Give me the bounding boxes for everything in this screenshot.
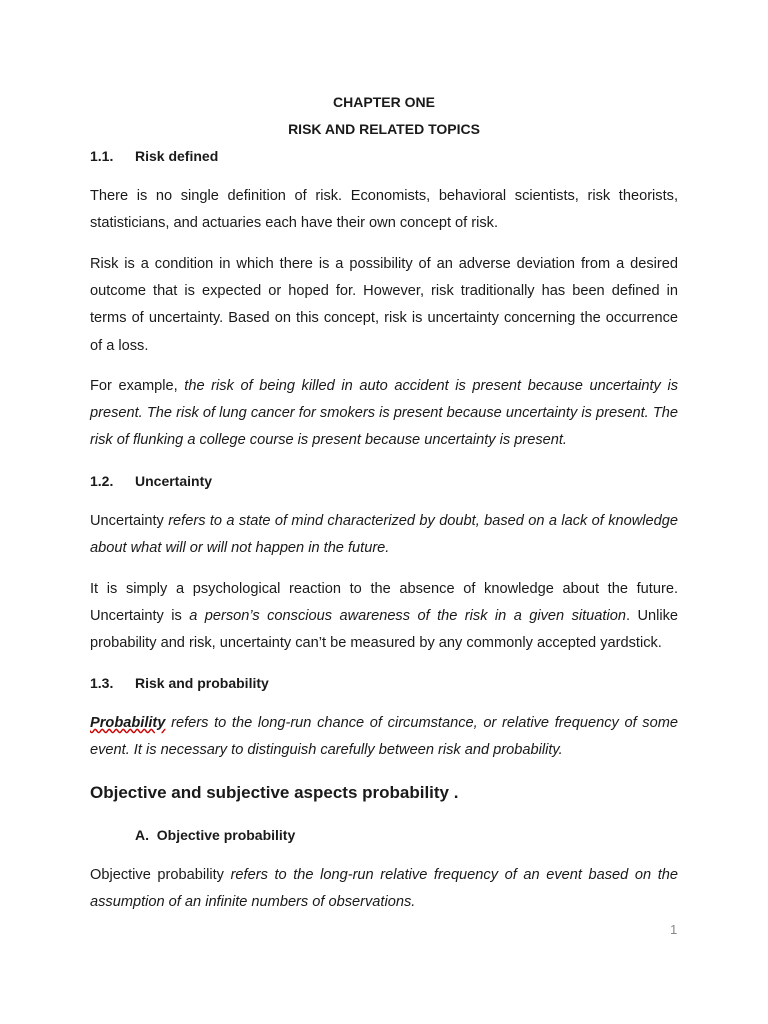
probability-italic-text: refers to the long-run chance of circumstance, or relative frequency of some event. It is necessary to distinguish carefully between risk and probability. — [90, 715, 678, 759]
psychology-text-1: It is simply a psychological reaction to the absence of knowledge about the future. Uncertainty is — [90, 581, 678, 625]
heading-objective-subjective: Objective and subjective aspects probability . — [90, 783, 459, 802]
section-number: 1.3. — [90, 675, 114, 691]
subheading-objective-probability — [135, 827, 723, 843]
paragraph-uncertainty-psychology — [90, 576, 678, 658]
section-title: Risk and probability — [135, 675, 269, 691]
probability-term: Probability — [90, 715, 166, 731]
section-heading-1-1 — [90, 148, 678, 164]
chapter-subtitle: RISK AND RELATED TOPICS — [288, 121, 480, 137]
chapter-title: CHAPTER ONE — [333, 94, 435, 110]
uncertainty-italic-text: refers to a state of mind characterized by doubt, based on a lack of knowledge about what will or will not happen in the future. — [90, 513, 678, 557]
subheading-letter: A. — [135, 827, 149, 843]
paragraph-uncertainty-definition — [90, 508, 678, 562]
example-lead-text: For example, — [90, 378, 185, 394]
objective-lead-text: Objective probability — [90, 867, 231, 883]
section-number: 1.2. — [90, 473, 114, 489]
section-title: Uncertainty — [135, 473, 213, 489]
subheading-title: Objective probability — [156, 827, 296, 843]
objective-italic-text: refers to the long-run relative frequency of an event based on the assumption of an infinite numbers of observations. — [90, 867, 678, 911]
paragraph-objective-probability — [90, 862, 678, 916]
paragraph-risk-definition: There is no single definition of risk. Economists, behavioral scientists, risk theorists, statisticians, and actuaries each have their own concept of risk. — [90, 188, 678, 232]
paragraph-risk-condition: Risk is a condition in which there is a possibility of an adverse deviation from a desired outcome that is expected or hoped for. However, risk traditionally has been defined in terms of uncertainty. Based on this concept, risk is uncertainty concerning the occurrence of a loss. — [90, 256, 678, 354]
section-title: Risk defined — [135, 148, 219, 164]
example-italic-text: the risk of being killed in auto accident is present because uncertainty is present. The risk of lung cancer for smokers is present because uncertainty is present. The risk of flunking a college course is present because uncertainty is present. — [90, 378, 678, 449]
uncertainty-lead-text: Uncertainty — [90, 513, 169, 529]
section-heading-1-3 — [90, 675, 678, 691]
paragraph-probability — [90, 710, 678, 764]
psychology-text-2: . Unlike probability and risk, uncertainty can’t be measured by any commonly accepted yardstick. — [90, 608, 678, 652]
section-heading-1-2 — [90, 473, 678, 489]
psychology-italic-text: a person’s conscious awareness of the risk in a given situation — [189, 608, 626, 625]
section-number: 1.1. — [90, 148, 114, 164]
paragraph-risk-example — [90, 373, 678, 455]
page-number: 1 — [670, 922, 678, 937]
